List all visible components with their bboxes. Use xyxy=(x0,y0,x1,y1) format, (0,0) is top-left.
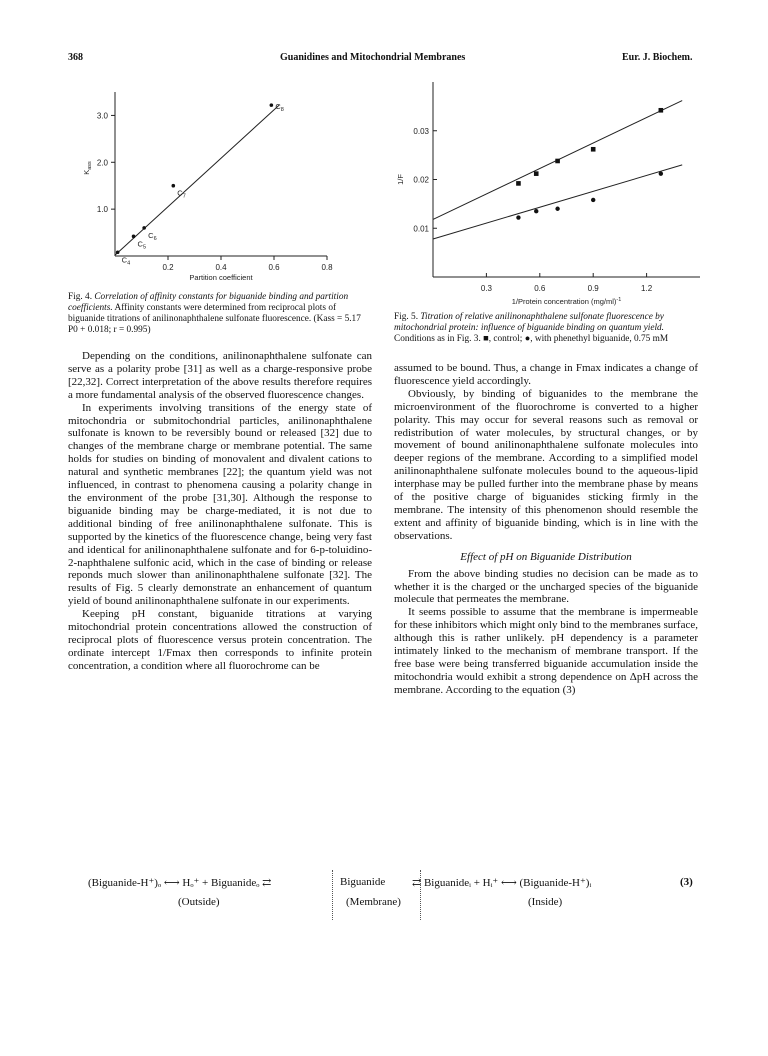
data-point-square xyxy=(534,171,539,176)
x-axis-label: 1/Protein concentration $(mg/ml)^{-1}$ xyxy=(511,297,622,306)
y-axis-label: $K_{ass}$ xyxy=(82,161,93,175)
data-point-circle xyxy=(591,198,595,202)
data-point-square xyxy=(659,108,664,113)
figure-4-caption-label: Fig. 4. xyxy=(68,292,93,302)
membrane-boundary-right xyxy=(420,870,421,920)
data-point-circle xyxy=(659,171,663,175)
y-tick-label: 0.03 xyxy=(413,126,429,136)
point-label: $C_5$ xyxy=(137,239,147,251)
journal-name: Eur. J. Biochem. xyxy=(622,52,693,63)
equation-label-inside: (Inside) xyxy=(528,896,563,908)
point-label: $C_6$ xyxy=(148,230,157,242)
paragraph: Keeping pH constant, biguanide titrations at varying mitochondrial protein concentrations allowed the construction of reciprocal plots of fluorescence versus protein concentration. The ordinate intercept 1/Fmax then corresponds to infinite protein concentration, a condition where all fluorochrome can be xyxy=(68,608,372,672)
equation-label-outside: (Outside) xyxy=(178,896,220,908)
equation-right: ⇄ Biguanideᵢ + Hᵢ⁺ ⟷ (Biguanide-H⁺)ᵢ xyxy=(412,877,592,889)
point-label: $C_7$ xyxy=(177,188,186,200)
y-tick-label: 1.0 xyxy=(96,205,108,215)
running-title: Guanidines and Mitochondrial Membranes xyxy=(280,52,466,63)
x-tick-label: 1.2 xyxy=(641,284,653,293)
equation-left: (Biguanide-H⁺)ₒ ⟷ Hₒ⁺ + Biguanideₒ ⇄ xyxy=(88,877,272,889)
data-point-circle xyxy=(555,207,559,211)
paragraph: Depending on the conditions, anilinonaphthalene sulfonate can serve as a polarity probe [31] as well as a charge-responsive probe [22,32]. Correct interpretation of the above results therefore requires a more fundamental analysis of the observed fluorescence changes. xyxy=(68,350,372,401)
point-label: $C_8$ xyxy=(275,102,284,114)
y-tick-label: 3.0 xyxy=(96,111,108,121)
paragraph: It seems possible to assume that the membrane is impermeable for these inhibitors which might only bind to the membranes surface, although this is rather unlikely. pH dependency is a parameter intimately linked to the mechanism of membrane transport. If the free base were being transferred biguanide accumulation inside the mitochondria would exhibit a strong dependence on ΔpH across the membrane. According to the equation (3) xyxy=(394,606,698,696)
figure-4-caption-text: Affinity constants were determined from reciprocal plots of biguanide titrations of anilinonaphthalene sulfonate fluorescence. (Kass = 5.17 P0 + 0.018; r = 0.995) xyxy=(68,303,361,335)
y-tick-label: 0.01 xyxy=(413,224,429,234)
equation-number: (3) xyxy=(680,876,693,888)
x-tick-label: 0.2 xyxy=(162,263,174,272)
figure-5-caption-text: Conditions as in Fig. 3. ■, control; ●, with phenethyl biguanide, 0.75 mM xyxy=(394,334,669,344)
data-point-square xyxy=(555,159,560,164)
point-label-subscript: 8 xyxy=(280,107,284,114)
point-label-subscript: 5 xyxy=(142,244,147,251)
x-tick-label: 0.3 xyxy=(480,284,492,293)
paragraph: assumed to be bound. Thus, a change in Fmax indicates a change of fluorescence yield accordingly. xyxy=(394,362,698,387)
data-point-square xyxy=(591,147,596,152)
equation-3 xyxy=(88,876,700,916)
y-tick-label: 2.0 xyxy=(96,158,108,168)
paragraph: From the above binding studies no decision can be made as to whether it is the charged or the uncharged species of the biguanide molecule that permeates the membrane. xyxy=(394,567,698,606)
data-point-circle xyxy=(534,209,538,213)
y-tick-label: 0.02 xyxy=(413,175,429,185)
data-point-circle xyxy=(516,215,520,219)
figure-5-caption-label: Fig. 5. xyxy=(394,312,419,322)
left-column xyxy=(68,350,372,673)
x-tick-label: 0.6 xyxy=(268,263,280,272)
figure-4-caption-title: Correlation of affinity constants for biguanide binding and partition coefficients. xyxy=(68,292,349,313)
point-label-subscript: 6 xyxy=(153,235,157,242)
x-axis-label: Partition coefficient xyxy=(189,273,253,282)
paragraph: Obviously, by binding of biguanides to the membrane the microenvironment of the fluorochrome is converted to a higher polarity. This may occur for several reasons such as removal or redistribution of water molecules, by structural changes, or by movement of bound anilinonaphthalene sulfonate molecules into deeper regions of the membrane. According to a simplified model anilinonaphthalene sulfonate molecules bound to the aqueous-lipid interphase may be pulled further into the membrane phase by means of the positive charge of biguanides sticking firmly in the membrane. The intensity of this phenomenon should resemble the extent and affinity of biguanide binding, which is in line with the observations. xyxy=(394,387,698,542)
y-axis-label: 1/F xyxy=(396,174,405,185)
section-heading: Effect of pH on Biguanide Distribution xyxy=(460,550,632,563)
point-label: $C_4$ xyxy=(121,255,131,267)
page-number: 368 xyxy=(68,52,83,63)
right-column xyxy=(394,362,698,697)
point-label-subscript: 7 xyxy=(182,193,186,200)
paragraph: In experiments involving transitions of the energy state of mitochondria or submitochondrial particles, anilinonaphthalene sulfonate is known to be reversibly bound or released [32] due to changes of the membrane charge or membrane potential. The same holds for studies on binding of monovalent and divalent cations to natural and synthetic membranes [22]; the quantum yield was not influenced, in contrast to phenomena causing a polarity change in the environment of the probe [31,30]. Although the response to biguanide binding may be charge-mediated, it is not due to additional binding of free anilinonaphthalene sulfonate. This is supported by the kinetics of the fluorescence change, being very fast and identical for anilinonaphthalene sulfonate and for 6-p-toluidino-2-naphthalene sulfonic acid, which in the case of binding or release reponds much slower than anilinonaphthalene sulfonate [32]. The results of Fig. 5 clearly demonstrate an enhancement of quantum yield of bound anilinonaphthalene sulfonate in our experiments. xyxy=(68,401,372,608)
data-point-square xyxy=(516,181,521,186)
x-tick-label: 0.9 xyxy=(587,284,599,293)
y-axis-label-subscript: ass xyxy=(87,161,93,170)
figure-5-caption-title: Titration of relative anilinonaphthalene sulfonate fluorescence by mitochondrial protein: influence of biguanide binding on quantum yield. xyxy=(394,312,665,333)
x-tick-label: 0.6 xyxy=(534,284,546,293)
equation-label-membrane: (Membrane) xyxy=(346,896,401,908)
x-axis-label-superscript: -1 xyxy=(616,297,622,303)
figure-5-caption xyxy=(394,312,698,345)
equation-middle: Biguanide xyxy=(340,876,386,888)
point-label-subscript: 4 xyxy=(127,260,131,267)
membrane-boundary-left xyxy=(332,870,333,920)
x-tick-label: 0.4 xyxy=(215,263,227,272)
x-tick-label: 0.8 xyxy=(321,263,333,272)
